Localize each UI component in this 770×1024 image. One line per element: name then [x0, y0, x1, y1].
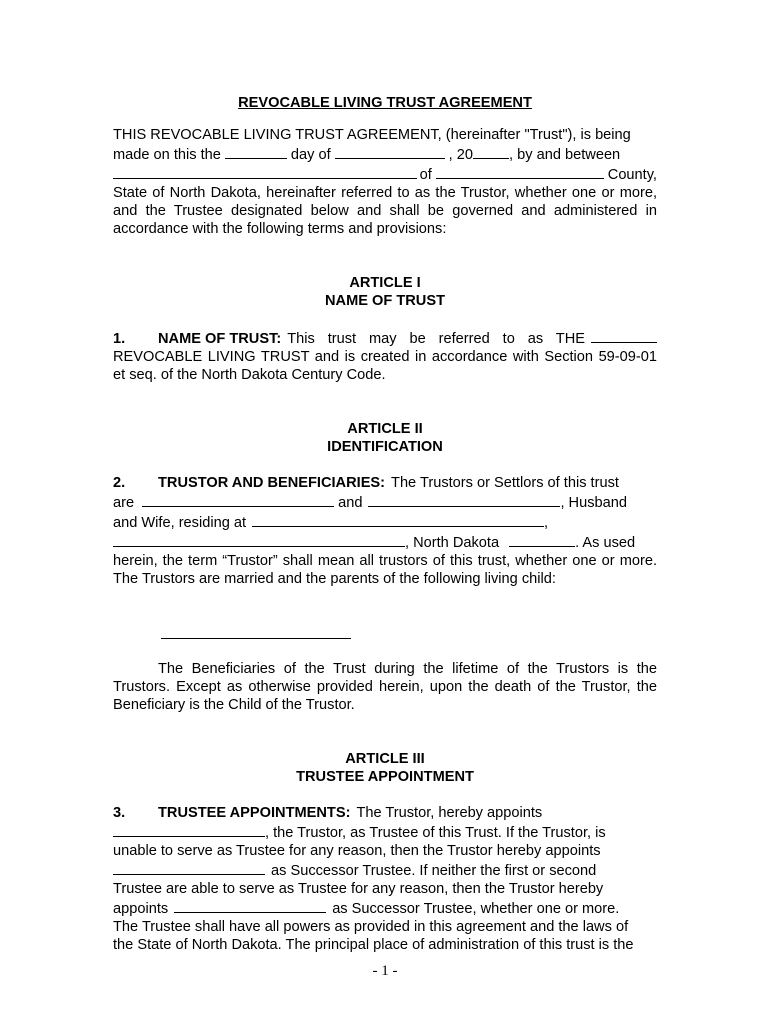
husband-name-blank[interactable] — [142, 492, 334, 507]
article-3-line-3: unable to serve as Trustee for any reason, then the Trustor hereby appoints — [113, 843, 601, 859]
article-2-heading: ARTICLE II — [347, 421, 423, 437]
document-title: REVOCABLE LIVING TRUST AGREEMENT — [238, 95, 532, 111]
article-3-subheading: TRUSTEE APPOINTMENT — [296, 769, 474, 785]
article-3-line-6: appoints as Successor Trustee, whether one or more. — [113, 898, 657, 918]
article-1-heading: ARTICLE I — [349, 275, 421, 291]
intro-line-4: State of North Dakota, hereinafter referred to as the Trustor, whether one or more, and the Trustee designated below and shall be governed and administered in accordance with the following terms and provisions: — [113, 185, 657, 237]
day-blank[interactable] — [225, 144, 287, 159]
article-3-line-4: as Successor Trustee. If neither the first or second — [113, 860, 657, 880]
article-2-line-2: are and , Husband — [113, 492, 657, 512]
article-2-subheading: IDENTIFICATION — [327, 439, 443, 455]
article-1-line-1: 1. NAME OF TRUST: This trust may be referred to as THE — [113, 328, 657, 348]
city-blank[interactable] — [113, 532, 405, 547]
intro-line-2: made on this the day of , 20 , by and between — [113, 144, 657, 164]
intro-line-1: THIS REVOCABLE LIVING TRUST AGREEMENT, (hereinafter "Trust"), is being — [113, 127, 631, 143]
document-page — [113, 94, 657, 954]
trustor-name-blank[interactable] — [113, 164, 417, 179]
article-2-line-3: and Wife, residing at , — [113, 512, 657, 532]
month-blank[interactable] — [335, 144, 445, 159]
article-3-line-7: The Trustee shall have all powers as provided in this agreement and the laws of — [113, 919, 629, 935]
intro-line-3: of County, — [113, 164, 657, 184]
year-blank[interactable] — [473, 144, 509, 159]
article-1-line-2: REVOCABLE LIVING TRUST and is created in accordance with Section 59-09-01 et seq. of the North Dakota Century Code. — [113, 349, 657, 383]
beneficiaries-paragraph: The Beneficiaries of the Trust during the lifetime of the Trustors is the Trustors. Except as otherwise provided herein, upon the death of the Trustor, the Beneficiary is the Child of the Trustor. — [113, 661, 657, 713]
article-2-line-4: , North Dakota . As used — [113, 532, 657, 552]
successor-trustee-1-blank[interactable] — [113, 860, 265, 875]
trustee-blank[interactable] — [113, 822, 265, 837]
article-2-line-1: 2. TRUSTOR AND BENEFICIARIES: The Trustors or Settlors of this trust — [113, 475, 619, 491]
county-blank[interactable] — [436, 164, 604, 179]
zip-blank[interactable] — [509, 532, 575, 547]
article-3-line-1: 3. TRUSTEE APPOINTMENTS: The Trustor, hereby appoints — [113, 805, 543, 821]
article-3-line-2: , the Trustor, as Trustee of this Trust. If the Trustor, is — [113, 822, 657, 842]
successor-trustee-2-blank[interactable] — [174, 898, 326, 913]
trust-name-blank[interactable] — [591, 328, 657, 343]
child-name-line — [113, 624, 657, 642]
article-3-line-5: Trustee are able to serve as Trustee for any reason, then the Trustor hereby — [113, 881, 604, 897]
page-number: - 1 - — [372, 963, 398, 979]
wife-name-blank[interactable] — [368, 492, 560, 507]
article-3-line-8: the State of North Dakota. The principal place of administration of this trust is the — [113, 937, 634, 953]
article-2-line-5: herein, the term “Trustor” shall mean all trustors of this trust, whether one or more. The Trustors are married and the parents of the following living child: — [113, 553, 657, 587]
child-name-blank[interactable] — [161, 624, 351, 639]
address-blank[interactable] — [252, 512, 544, 527]
article-3-heading: ARTICLE III — [345, 751, 425, 767]
article-1-subheading: NAME OF TRUST — [325, 293, 445, 309]
